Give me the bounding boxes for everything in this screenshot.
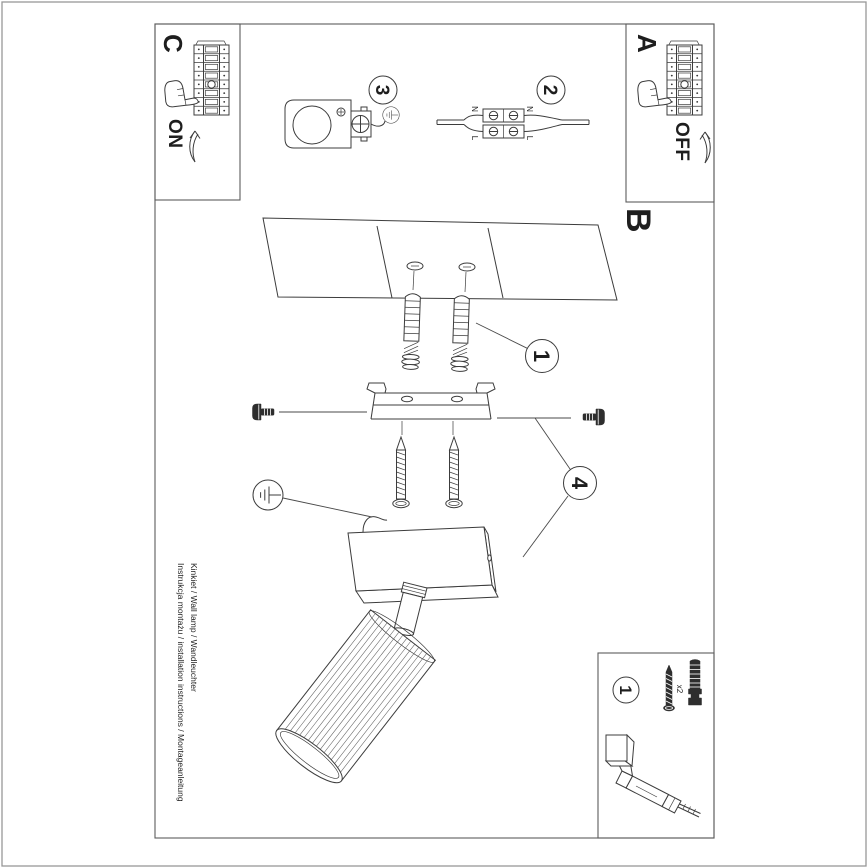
fixing-bolt — [583, 409, 605, 425]
quantity-label: x2 — [675, 684, 684, 694]
parts-box — [598, 653, 714, 838]
curved-arrow-icon — [190, 131, 200, 162]
mounting-screw — [393, 437, 409, 508]
curved-arrow-icon — [700, 132, 710, 163]
step-2-number: 2 — [539, 84, 560, 96]
wall-panel — [263, 218, 617, 300]
wire-l-label: L — [525, 135, 534, 141]
section-b-label: B — [619, 208, 657, 233]
instructions-title: Instrukcja montażu / installation instructions / Montageanleitung — [176, 563, 186, 802]
box-c-power-on — [155, 24, 240, 200]
step-1-number: 1 — [529, 349, 554, 363]
wall-plug — [402, 293, 422, 369]
slotted-screw-icon — [489, 127, 497, 135]
box-a-power-off — [626, 24, 714, 202]
ground-wire — [363, 517, 387, 532]
wall-plug-icon — [689, 660, 702, 706]
parts-step-number: 1 — [616, 685, 635, 695]
step-3-earth-terminal — [285, 76, 399, 148]
mounting-bracket — [367, 383, 495, 435]
pressing-hand-icon — [638, 81, 671, 107]
wire-n-label: N — [525, 106, 534, 112]
step-4-number: 4 — [567, 476, 592, 490]
fixing-bolt — [253, 404, 275, 420]
box-a-action: OFF — [671, 122, 692, 162]
diagram-section-b — [253, 218, 618, 790]
breaker-panel-icon — [194, 41, 229, 115]
box-a-label: A — [632, 34, 662, 53]
footer — [176, 563, 199, 802]
breaker-panel-icon — [667, 41, 702, 115]
slotted-screw-icon — [509, 111, 517, 119]
earth-icon — [383, 107, 400, 124]
page-outer-border — [2, 2, 866, 866]
earth-wire — [371, 121, 385, 126]
wire-l-label: L — [470, 135, 479, 141]
drill-icon — [606, 735, 701, 817]
box-c-label: C — [158, 34, 188, 53]
mounting-screw — [446, 437, 462, 508]
slotted-screw-icon — [489, 111, 497, 119]
wall-plug — [451, 295, 471, 371]
step-2-wiring — [437, 76, 589, 141]
slotted-screw-icon — [509, 127, 517, 135]
pressing-hand-icon — [165, 81, 198, 107]
wire-n-label: N — [470, 106, 479, 112]
product-title: Kinkiet / Wall lamp / Wandleuchter — [189, 563, 199, 692]
screw-icon — [663, 665, 674, 711]
content-frame — [155, 24, 714, 838]
earth-icon — [253, 480, 283, 510]
step-3-number: 3 — [371, 84, 392, 96]
box-c-action: ON — [164, 119, 185, 149]
